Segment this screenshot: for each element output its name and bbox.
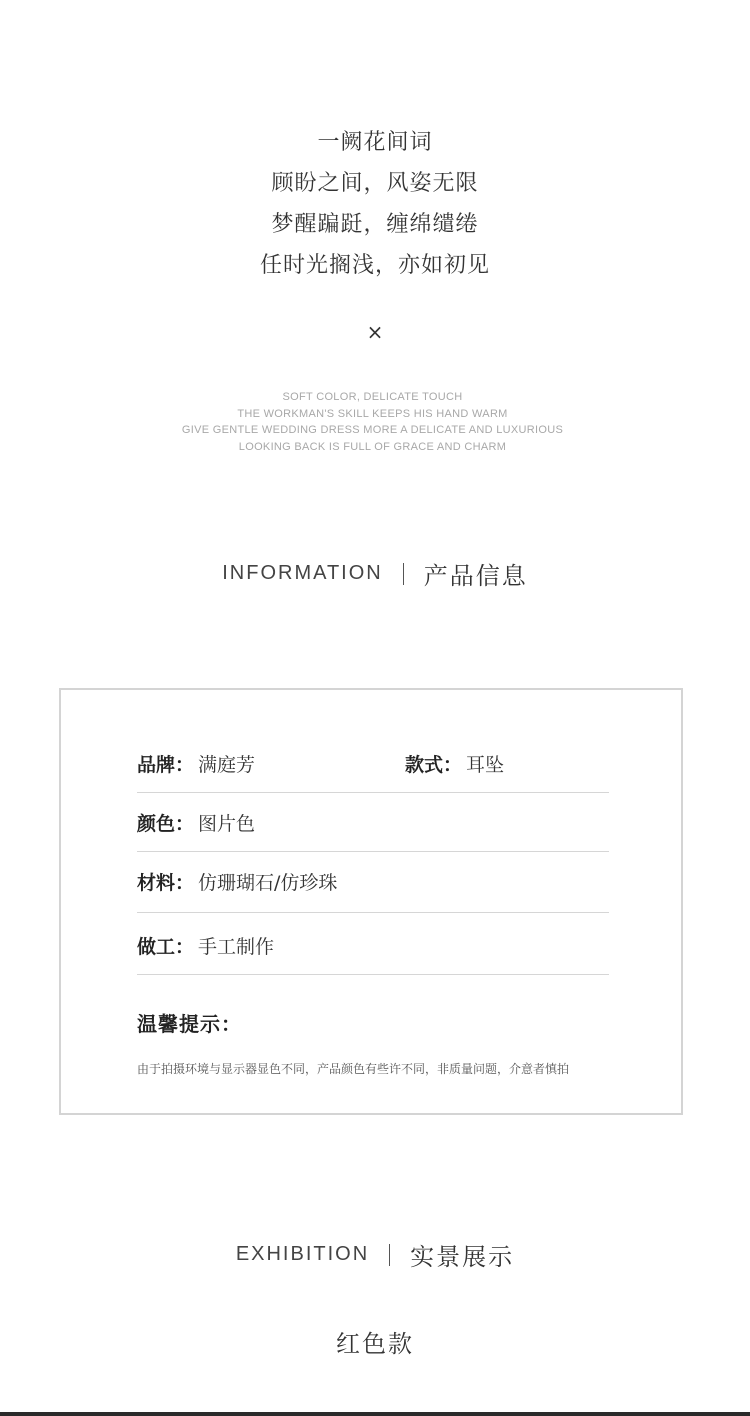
exhibition-heading-en: EXHIBITION [235,1243,370,1265]
variant-title: 红色款 [336,1330,414,1358]
tips-title: 温馨提示： [137,1012,242,1036]
information-heading-en: INFORMATION [222,562,383,584]
exhibition-heading [0,1237,750,1272]
style-label: 款式： [405,754,463,776]
heading-separator [389,1244,390,1266]
color-value: 图片色 [198,813,256,835]
color-row [137,809,609,836]
craft-value: 手工制作 [198,936,275,958]
craft-row [137,932,609,959]
heading-separator [403,563,404,585]
information-heading-zh: 产品信息 [423,562,528,590]
poem [0,122,750,286]
product-info-box [59,688,683,1115]
color-label: 颜色： [137,813,195,835]
english-line: LOOKING BACK IS FULL OF GRACE AND CHARM [238,440,507,453]
english-tagline [0,389,745,455]
brand-row [137,750,609,777]
craft-label: 做工： [137,936,195,958]
exhibition-heading-zh: 实景展示 [410,1243,515,1271]
row-divider [137,792,609,793]
english-line: SOFT COLOR, DELICATE TOUCH [282,391,463,403]
material-row [137,868,609,895]
material-label: 材料： [137,872,195,894]
brand-label: 品牌： [137,754,195,776]
poem-line: 任时光搁浅，亦如初见 [259,253,490,278]
row-divider [137,851,609,852]
row-divider [137,974,609,975]
poem-line: 一阙花间词 [317,130,433,155]
material-value: 仿珊瑚石/仿珍珠 [198,872,338,894]
style-field [405,750,504,777]
row-divider [137,912,609,913]
style-value: 耳坠 [466,754,505,776]
poem-line: 顾盼之间，风姿无限 [271,171,479,196]
image-top-edge [0,1412,750,1416]
information-heading [0,556,750,591]
poem-line: 梦醒蹁跹，缠绵缱绻 [271,212,479,237]
cross-divider-icon: × [366,320,384,344]
brand-value: 满庭芳 [198,754,256,776]
english-line: THE WORKMAN'S SKILL KEEPS HIS HAND WARM [237,407,508,420]
tips-text: 由于拍摄环境与显示器显色不同，产品颜色有些许不同，非质量问题，介意者慎拍 [137,1062,570,1076]
english-line: GIVE GENTLE WEDDING DRESS MORE A DELICATE AND LUXURIOUS [181,424,564,436]
